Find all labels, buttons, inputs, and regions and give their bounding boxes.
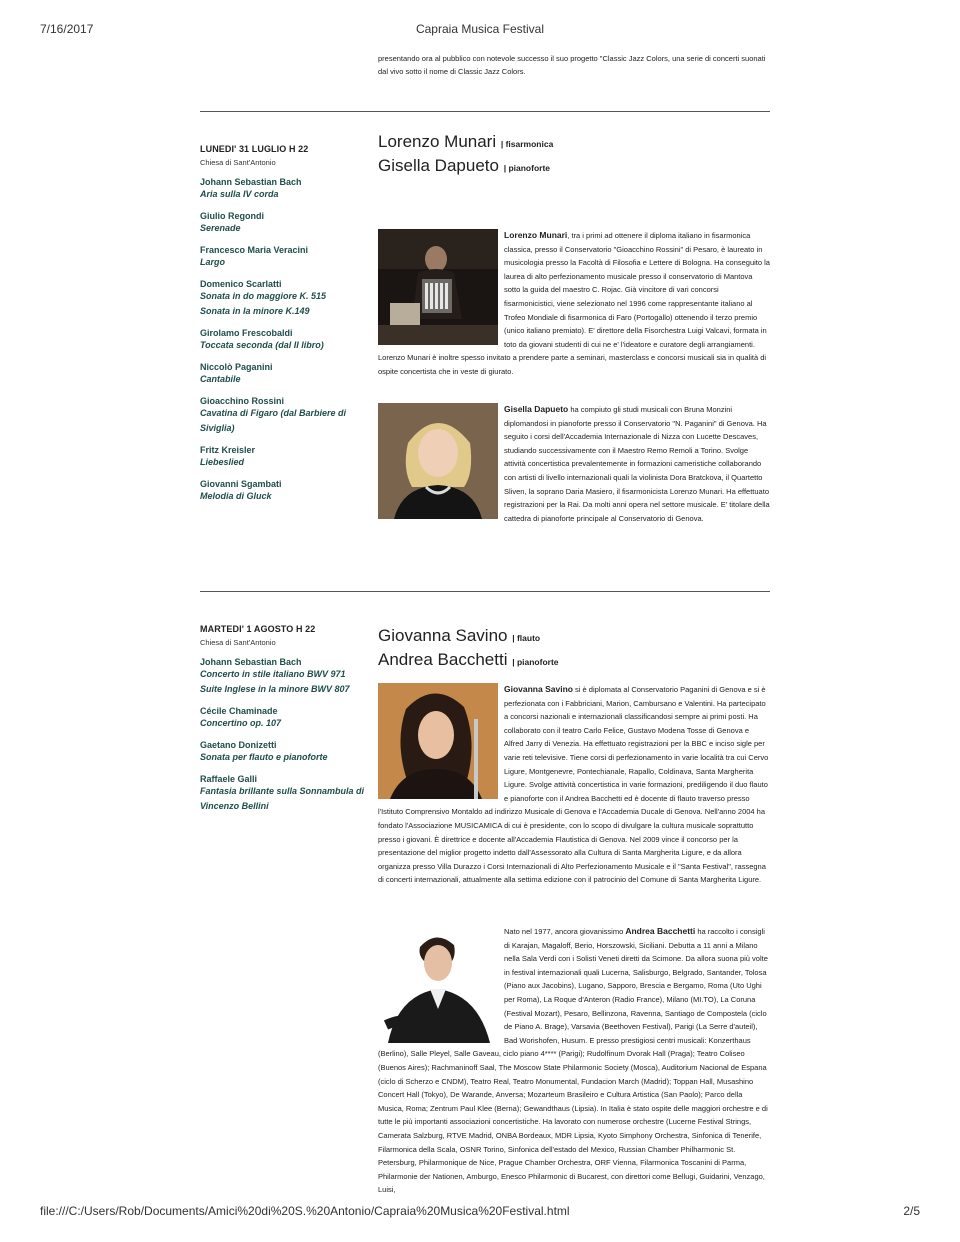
performer-line: [378, 625, 559, 649]
bio-name: Gisella Dapueto: [504, 404, 569, 414]
concert-1-performers: [378, 131, 553, 179]
bio-intro: Nato nel 1977, ancora giovanissimo: [504, 927, 626, 936]
program-piece: Aria sulla IV corda: [200, 189, 279, 199]
performer-role: | pianoforte: [503, 163, 550, 173]
performer-line: [378, 649, 559, 673]
portrait-photo-savino: [378, 683, 498, 799]
program-piece: Serenade: [200, 223, 241, 233]
portrait-photo-bacchetti: [378, 925, 498, 1043]
bio-name: Lorenzo Munari: [504, 230, 568, 240]
program-composer: Girolamo Frescobaldi: [200, 328, 293, 338]
performer-line: [378, 131, 553, 155]
program-piece: Toccata seconda (dal II libro): [200, 340, 324, 350]
program-piece: Fantasia brillante sulla Sonnambula di Vincenzo Bellini: [200, 786, 365, 811]
program-composer: Niccolò Paganini: [200, 362, 273, 372]
program-piece: Liebeslied: [200, 457, 245, 467]
bio-name: Giovanna Savino: [504, 684, 573, 694]
bio-gisella-dapueto: [378, 403, 770, 525]
program-composer: Johann Sebastian Bach: [200, 177, 302, 187]
bio-text: ha compiuto gli studi musicali con Bruna Monzini diplomandosi in pianoforte presso il Conservatorio "N. Paganini" di Genova. Ha seguito i corsi dell'Accademia Internazionale di Nizza con Lucette Descaves, studiando successivamente con il Maestro Remo Remoli a Torino. Svolge attività concertistica prevalentemente in formazioni cameristiche collaborando con artisti di livello internazionali quali la violinista Dora Bratckova, il Quartetto Sliven, la soprano Daria Masiero, il fisarmonicista Lorenzo Munari. Ha effettuato registrazioni per la Rai. Da molti anni opera nel settore musicale. E' titolare della cattedra di pianoforte principale al Conservatorio di Genova.: [504, 405, 770, 523]
portrait-photo-munari: [378, 229, 498, 345]
page-footer-path[interactable]: file:///C:/Users/Rob/Documents/Amici%20di%20S.%20Antonio/Capraia%20Musica%20Festival.html: [40, 1204, 570, 1218]
bio-text: ha raccolto i consigli di Karajan, Magaloff, Berio, Horszowski, Siciliani. Debutta a 11 anni a Milano nella Sala Verdi con i Solisti Veneti diretti da Scimone. Da allora suona più volte in festival internazionali quali Lucerna, Salisburgo, Belgrado, Santander, Tolosa (Piano aux Jacobins), Lugano, Sapporo, Brescia e Bergamo, Roma (Uto Ughi per Roma), La Roque d'Anteron (Radio France), Milano (MI.TO), La Coruna (Festival Mozart), Pesaro, Bellinzona, Ravenna, Santiago de Compostela (ciclo de Piano A. Brage), Varsavia (Beethoven Festival), Parigi (La Serre d'auteil), Bad Worishofen, Husum. E presso prestigiosi centri musicali: Konzerthaus (Berlino), Salle Pleyel, Salle Gaveau, ciclo piano 4**** (Parigi); Rudolfinum Dvorak Hall (Praga); Teatro Coliseo (Buenos Aires); Rachmaninoff Saal, The Moscow State Philarmonic Society (Mosca), Auditorium Nacional de Espana (ciclo di Scherzo e CNDM), Teatro Real, Teatro Monumental, Fundacion March (Madrid); Toppan Hall, Musashino Concert Hall (Tokyo), De Warande, Anversa; Mozarteum Brasileiro e Cultura Artistica (San Paolo); Parco della Musica, Roma; Zentrum Paul Klee (Berna); Gewandthaus (Lipsia). In Italia è stato ospite delle maggiori orchestre e di tutte le più importanti associazioni concertistiche. Ha lavorato con numerose orchestre (Lucerne Festival Strings, Camerata Salzburg, RTVE Madrid, ONBA Bordeaux, MDR Lipsia, Kyoto Simphony Orchestra, Sinfonica di Tenerife, Filarmonica della Scala, OSNR Torino, Sinfonica dell'estado del Mexico, Russian Chamber Philharmonic St. Petersburg, Philarmonique de Nice, Prague Chamber Orchestra, ORF Vienna, Filarmonica Toscanini di Parma, Philarmonie der Nationen, Amburgo, Enesco Philarmonic di Bucarest, con direttori come Bellugi, Guidarini, Venzago, Luisi,: [378, 927, 768, 1195]
divider-1: [200, 111, 770, 112]
program-composer: Cécile Chaminade: [200, 706, 278, 716]
program-piece: Sonata per flauto e pianoforte: [200, 752, 328, 762]
performer-name: Lorenzo Munari: [378, 132, 497, 151]
concert-venue: Chiesa di Sant'Antonio: [200, 638, 276, 647]
bio-giovanna-savino: [378, 683, 770, 887]
performer-role: | fisarmonica: [500, 139, 554, 149]
program-composer: Francesco Maria Veracini: [200, 245, 309, 255]
program-piece: Largo: [200, 257, 226, 267]
program-piece: Suite Inglese in la minore BWV 807: [200, 684, 350, 694]
concert-date: MARTEDI' 1 AGOSTO H 22: [200, 624, 316, 634]
program-composer: Giovanni Sgambati: [200, 479, 282, 489]
concert-1-program: [200, 144, 375, 504]
concert-2-program: [200, 624, 375, 814]
bio-lorenzo-munari: [378, 229, 770, 379]
performer-line: [378, 155, 553, 179]
portrait-photo-dapueto: [378, 403, 498, 519]
program-piece: Sonata in la minore K.149: [200, 306, 310, 316]
program-piece: Concertino op. 107: [200, 718, 282, 728]
page-footer-page-number: 2/5: [903, 1204, 920, 1218]
bio-andrea-bacchetti: [378, 925, 770, 1197]
program-piece: Cavatina di Figaro (dal Barbiere di Siviglia): [200, 408, 347, 433]
bio-text: , tra i primi ad ottenere il diploma italiano in fisarmonica classica, presso il Conservatorio "Gioacchino Rossini" di Pesaro, è laureato in musicologia presso la Facoltà di Filosofia e Lettere di Bologna. Ha conseguito la laurea di alto perfezionamento musicale presso il conservatorio di Mantova sotto la guida del maestro C. Rojac. Già vincitore di vari concorsi fisarmonicistici, viene selezionato nel 1996 come rappresentante italiano al Trofeo Mondiale di fisarmonica di Faro (Portogallo) ottenendo il terzo premio (unico italiano premiato). E' direttore della Fisorchestra Luigi Valcavi, formata in toto da giovani studenti di cui ne e' l'ideatore e curatore degli arrangiamenti. Lorenzo Munari è inoltre spesso invitato a prendere parte a seminari, masterclass e concorsi musicali sia in qualità di ospite concertista che in veste di giurato.: [378, 231, 770, 376]
program-composer: Giulio Regondi: [200, 211, 264, 221]
page-header-title: Capraia Musica Festival: [415, 22, 545, 36]
concert-venue: Chiesa di Sant'Antonio: [200, 158, 276, 167]
program-composer: Raffaele Galli: [200, 774, 258, 784]
performer-name: Gisella Dapueto: [378, 156, 499, 175]
divider-2: [200, 591, 770, 592]
program-composer: Fritz Kreisler: [200, 445, 256, 455]
program-composer: Domenico Scarlatti: [200, 279, 282, 289]
program-composer: Gaetano Donizetti: [200, 740, 277, 750]
program-piece: Sonata in do maggiore K. 515: [200, 291, 327, 301]
performer-name: Andrea Bacchetti: [378, 650, 508, 669]
program-piece: Melodia di Gluck: [200, 491, 272, 501]
performer-role: | pianoforte: [512, 657, 559, 667]
program-composer: Johann Sebastian Bach: [200, 657, 302, 667]
page-header-date: 7/16/2017: [40, 22, 94, 36]
program-composer: Gioacchino Rossini: [200, 396, 285, 406]
concert-2-performers: [378, 625, 559, 673]
concert-date: LUNEDI' 31 LUGLIO H 22: [200, 144, 309, 154]
intro-paragraph: presentando ora al pubblico con notevole successo il suo progetto "Classic Jazz Colors, una serie di concerti suonati dal vivo sotto il nome di Classic Jazz Colors.: [378, 54, 766, 76]
program-piece: Cantabile: [200, 374, 241, 384]
program-piece: Concerto in stile italiano BWV 971: [200, 669, 346, 679]
bio-name: Andrea Bacchetti: [625, 926, 696, 936]
bio-text: si è diplomata al Conservatorio Paganini di Genova e si è perfezionata con i Fabbriciani, Marion, Cambursano e Valentini. Ha partecipato a concorsi nazionali e internazionali classificandosi sempre ai primi posti. Ha collaborato con il teatro Carlo Felice, Gustavo Modena Tosse di Genova e Alfred Jarry di Venezia. Ha effettuato registrazioni per la BBC e inciso sigle per varie reti televisive. Tiene corsi di perfezionamento in varie località tra cui Cervo Ligure, Montgenevre, Pontechianale, Rapallo, Coldinava, Santa Margherita Ligure. Svolge attività concertistica in varie formazioni, prediligendo il duo flauto e pianoforte con il Andrea Bacchetti ed è docente di flauto traverso presso l'Istituto Comprensivo Montaldo ad indirizzo Musicale di Genova e l'Accademia Ducale di Genova. Nell'anno 2004 ha fondato l'Associazione MUSICAMICA di cui è presidente, con lo scopo di divulgare la cultura musicale soprattutto presso i giovani. È direttrice e docente all'Accademia Flautistica di Genova. Nel 2009 vince il concorso per la presentazione del miglior progetto indetto dall'Assessorato alla Cultura di Santa Margherita Ligure, e da allora organizza presso Villa Durazzo i Corsi Internazionali di Alto Perfezionamento Musicale e il "Santa Festival", rassegna di concerti internazionali, attualmente alla settima edizione con il patrocinio del Comune di Santa Margherita Ligure.: [378, 685, 769, 885]
performer-role: | flauto: [512, 633, 541, 643]
performer-name: Giovanna Savino: [378, 626, 508, 645]
